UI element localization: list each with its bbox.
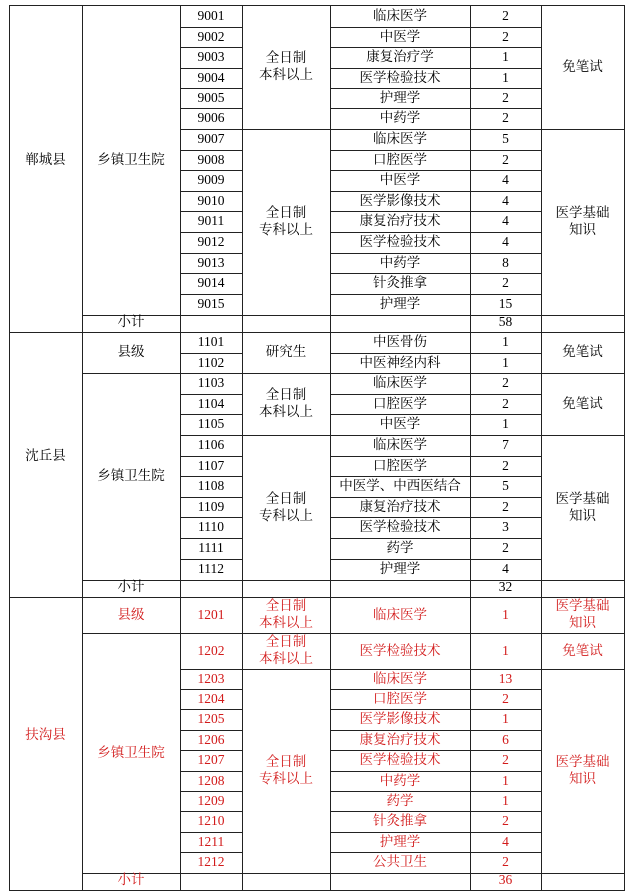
table-rule — [180, 730, 242, 731]
table-rule — [330, 332, 331, 580]
table-rule — [180, 497, 242, 498]
major-name: 护理学 — [379, 833, 421, 850]
table-rule — [180, 771, 242, 772]
position-count: 2 — [502, 395, 509, 411]
table-rule — [180, 170, 242, 171]
position-count: 4 — [502, 561, 509, 577]
position-count: 2 — [502, 151, 509, 167]
table-rule — [330, 771, 541, 772]
position-count: 2 — [502, 540, 509, 556]
position-count: 13 — [498, 670, 513, 686]
table-rule — [9, 890, 625, 891]
table-rule — [242, 597, 243, 873]
table-rule — [180, 559, 242, 560]
exam-method: 免笔试 — [562, 642, 603, 659]
table-rule — [180, 150, 242, 151]
table-rule — [180, 811, 242, 812]
major-name: 药学 — [386, 792, 414, 809]
table-rule — [330, 750, 541, 751]
subtotal-value: 36 — [498, 872, 513, 888]
position-code: 9015 — [197, 296, 225, 312]
table-rule — [541, 580, 542, 597]
major-name: 护理学 — [379, 296, 421, 313]
table-rule — [470, 315, 471, 332]
table-rule — [330, 68, 541, 69]
position-code: 9002 — [197, 28, 225, 44]
position-count: 2 — [502, 854, 509, 870]
position-code: 9011 — [197, 213, 225, 229]
table-rule — [180, 517, 242, 518]
exam-method: 医学基础 知识 — [555, 205, 610, 238]
table-rule — [541, 873, 542, 890]
major-name: 针灸推拿 — [373, 275, 427, 292]
major-name: 口腔医学 — [373, 395, 427, 412]
major-name: 中医骨伤 — [373, 334, 427, 351]
table-rule — [330, 353, 541, 354]
table-rule — [330, 414, 541, 415]
table-rule — [242, 315, 243, 332]
table-rule — [330, 559, 541, 560]
major-name: 中医学 — [379, 28, 421, 45]
major-name: 医学检验技术 — [359, 234, 441, 251]
education-requirement: 全日制 本科以上 — [259, 387, 313, 420]
major-name: 中医神经内科 — [359, 354, 441, 371]
major-name: 康复治疗技术 — [359, 498, 441, 515]
major-name: 护理学 — [379, 561, 421, 578]
education-requirement: 全日制 本科以上 — [259, 50, 313, 83]
position-code: 1101 — [197, 334, 225, 350]
major-name: 医学检验技术 — [359, 519, 441, 536]
table-rule — [330, 5, 331, 315]
education-requirement: 研究生 — [265, 344, 307, 361]
major-name: 临床医学 — [373, 7, 427, 24]
table-rule — [330, 689, 541, 690]
table-rule — [180, 88, 242, 89]
county-name: 扶沟县 — [25, 726, 66, 743]
major-name: 中医学 — [379, 172, 421, 189]
major-name: 医学影像技术 — [359, 192, 441, 209]
education-requirement: 全日制 专科以上 — [259, 205, 313, 238]
major-name: 口腔医学 — [373, 690, 427, 707]
table-rule — [180, 873, 181, 890]
subtotal-label: 小计 — [117, 314, 145, 331]
position-count: 15 — [498, 296, 513, 312]
position-code: 9001 — [197, 7, 225, 23]
table-rule — [470, 580, 471, 597]
table-rule — [330, 580, 331, 597]
table-rule — [180, 832, 242, 833]
position-count: 1 — [502, 792, 509, 808]
position-code: 1211 — [197, 833, 225, 849]
table-rule — [180, 414, 242, 415]
table-rule — [180, 580, 181, 597]
position-code: 1203 — [197, 670, 225, 686]
position-count: 2 — [502, 275, 509, 291]
position-code: 1102 — [197, 354, 225, 370]
position-code: 9004 — [197, 69, 225, 85]
table-rule — [330, 294, 541, 295]
position-code: 9009 — [197, 172, 225, 188]
table-rule — [180, 538, 242, 539]
major-name: 临床医学 — [373, 131, 427, 148]
table-rule — [242, 332, 243, 580]
position-code: 1104 — [197, 395, 225, 411]
position-code: 9012 — [197, 234, 225, 250]
education-requirement: 全日制 本科以上 — [259, 598, 313, 631]
table-rule — [180, 689, 242, 690]
major-name: 药学 — [386, 540, 414, 557]
position-count: 1 — [502, 606, 509, 622]
position-count: 1 — [502, 772, 509, 788]
position-code: 1212 — [197, 854, 225, 870]
major-name: 中医学、中西医结合 — [339, 478, 461, 495]
position-code: 1210 — [197, 813, 225, 829]
exam-method: 免笔试 — [562, 395, 603, 412]
table-rule — [330, 253, 541, 254]
position-count: 5 — [502, 131, 509, 147]
major-name: 康复治疗学 — [366, 49, 434, 66]
unit-level: 县级 — [117, 344, 145, 361]
position-code: 1207 — [197, 752, 225, 768]
position-code: 1110 — [198, 519, 224, 535]
table-rule — [330, 232, 541, 233]
education-requirement: 全日制 专科以上 — [259, 754, 313, 787]
major-name: 公共卫生 — [373, 854, 427, 871]
position-code: 9005 — [197, 89, 225, 105]
table-rule — [541, 315, 542, 332]
position-code: 1105 — [197, 416, 225, 432]
table-rule — [180, 709, 242, 710]
table-rule — [330, 88, 541, 89]
table-rule — [180, 294, 242, 295]
subtotal-value: 58 — [498, 314, 513, 330]
table-rule — [180, 5, 181, 315]
exam-method: 医学基础 知识 — [555, 598, 610, 631]
table-rule — [180, 456, 242, 457]
position-code: 1205 — [197, 711, 225, 727]
position-count: 1 — [502, 69, 509, 85]
table-rule — [330, 517, 541, 518]
position-code: 1106 — [197, 437, 225, 453]
position-count: 2 — [502, 498, 509, 514]
position-count: 1 — [502, 416, 509, 432]
exam-method: 医学基础 知识 — [555, 754, 610, 787]
education-requirement: 全日制 专科以上 — [259, 490, 313, 524]
table-rule — [330, 315, 331, 332]
exam-method: 免笔试 — [562, 58, 603, 75]
major-name: 口腔医学 — [373, 457, 427, 474]
unit-level: 乡镇卫生院 — [97, 151, 165, 168]
major-name: 医学检验技术 — [359, 69, 441, 86]
table-rule — [180, 273, 242, 274]
table-rule — [330, 852, 541, 853]
position-code: 1208 — [197, 772, 225, 788]
table-rule — [330, 170, 541, 171]
major-name: 康复治疗技术 — [359, 731, 441, 748]
table-rule — [330, 811, 541, 812]
table-rule — [330, 394, 541, 395]
position-count: 4 — [502, 172, 509, 188]
table-rule — [330, 832, 541, 833]
table-rule — [470, 597, 471, 873]
position-code: 9013 — [197, 254, 225, 270]
position-count: 1 — [502, 642, 509, 658]
unit-level: 县级 — [117, 606, 145, 623]
position-code: 9010 — [197, 192, 225, 208]
major-name: 临床医学 — [373, 375, 427, 392]
table-rule — [180, 47, 242, 48]
major-name: 临床医学 — [373, 437, 427, 454]
table-rule — [180, 394, 242, 395]
major-name: 中医学 — [379, 416, 421, 433]
major-name: 临床医学 — [373, 670, 427, 687]
table-rule — [330, 476, 541, 477]
table-rule — [180, 211, 242, 212]
subtotal-label: 小计 — [117, 872, 145, 889]
table-rule — [330, 730, 541, 731]
major-name: 中药学 — [379, 772, 421, 789]
position-count: 2 — [502, 89, 509, 105]
position-code: 1201 — [197, 606, 225, 622]
table-rule — [330, 191, 541, 192]
table-rule — [242, 873, 243, 890]
table-rule — [330, 791, 541, 792]
position-count: 4 — [502, 213, 509, 229]
position-count: 2 — [502, 375, 509, 391]
major-name: 护理学 — [379, 89, 421, 106]
position-count: 2 — [502, 110, 509, 126]
position-code: 9007 — [197, 131, 225, 147]
position-count: 8 — [502, 254, 509, 270]
table-rule — [330, 497, 541, 498]
position-count: 2 — [502, 7, 509, 23]
position-code: 1109 — [197, 498, 225, 514]
table-rule — [541, 332, 542, 580]
major-name: 中药学 — [379, 110, 421, 127]
table-rule — [180, 253, 242, 254]
position-code: 1204 — [197, 690, 225, 706]
exam-method: 免笔试 — [562, 344, 603, 361]
major-name: 临床医学 — [373, 606, 427, 623]
subtotal-value: 32 — [498, 579, 513, 595]
table-rule — [624, 5, 625, 890]
table-rule — [180, 191, 242, 192]
table-rule — [180, 315, 181, 332]
major-name: 口腔医学 — [373, 151, 427, 168]
position-code: 1107 — [197, 457, 225, 473]
position-code: 1202 — [197, 642, 225, 658]
major-name: 针灸推拿 — [373, 813, 427, 830]
position-count: 2 — [502, 813, 509, 829]
table-rule — [180, 597, 181, 873]
table-rule — [242, 5, 243, 315]
position-count: 3 — [502, 519, 509, 535]
position-count: 1 — [502, 354, 509, 370]
position-count: 4 — [502, 192, 509, 208]
major-name: 医学检验技术 — [359, 642, 441, 659]
table-rule — [180, 332, 181, 580]
table-rule — [330, 597, 331, 873]
position-code: 9014 — [197, 275, 225, 291]
table-rule — [180, 750, 242, 751]
position-count: 2 — [502, 752, 509, 768]
position-code: 1108 — [197, 478, 225, 494]
table-rule — [330, 150, 541, 151]
major-name: 医学检验技术 — [359, 752, 441, 769]
table-rule — [180, 108, 242, 109]
county-name: 沈丘县 — [25, 447, 66, 464]
position-count: 2 — [502, 690, 509, 706]
major-name: 中药学 — [379, 254, 421, 271]
position-code: 1111 — [198, 540, 224, 556]
table-rule — [330, 27, 541, 28]
position-count: 2 — [502, 28, 509, 44]
unit-level: 乡镇卫生院 — [97, 468, 165, 485]
table-rule — [180, 791, 242, 792]
table-rule — [180, 852, 242, 853]
table-rule — [330, 456, 541, 457]
table-rule — [330, 709, 541, 710]
position-count: 5 — [502, 478, 509, 494]
table-rule — [541, 5, 542, 315]
table-rule — [541, 597, 542, 873]
table-rule — [180, 68, 242, 69]
table-rule — [330, 273, 541, 274]
position-code: 9008 — [197, 151, 225, 167]
table-rule — [180, 232, 242, 233]
position-code: 1206 — [197, 731, 225, 747]
position-code: 1209 — [197, 792, 225, 808]
major-name: 康复治疗技术 — [359, 213, 441, 230]
table-rule — [330, 873, 331, 890]
position-count: 1 — [502, 334, 509, 350]
education-requirement: 全日制 本科以上 — [259, 634, 313, 667]
major-name: 医学影像技术 — [359, 711, 441, 728]
subtotal-label: 小计 — [117, 579, 145, 596]
table-rule — [242, 580, 243, 597]
table-rule — [330, 211, 541, 212]
position-count: 6 — [502, 731, 509, 747]
position-code: 1103 — [197, 375, 225, 391]
unit-level: 乡镇卫生院 — [97, 744, 165, 761]
position-code: 9006 — [197, 110, 225, 126]
exam-method: 医学基础 知识 — [555, 490, 610, 524]
table-rule — [330, 108, 541, 109]
position-code: 9003 — [197, 49, 225, 65]
table-rule — [470, 332, 471, 580]
position-count: 1 — [502, 711, 509, 727]
table-rule — [180, 27, 242, 28]
position-count: 4 — [502, 234, 509, 250]
position-code: 1112 — [198, 561, 224, 577]
table-rule — [470, 873, 471, 890]
position-count: 1 — [502, 49, 509, 65]
county-name: 郸城县 — [25, 151, 66, 168]
position-count: 4 — [502, 833, 509, 849]
position-count: 2 — [502, 457, 509, 473]
table-rule — [180, 476, 242, 477]
table-rule — [330, 538, 541, 539]
table-rule — [330, 47, 541, 48]
table-rule — [180, 353, 242, 354]
table-rule — [470, 5, 471, 315]
position-count: 7 — [502, 437, 509, 453]
